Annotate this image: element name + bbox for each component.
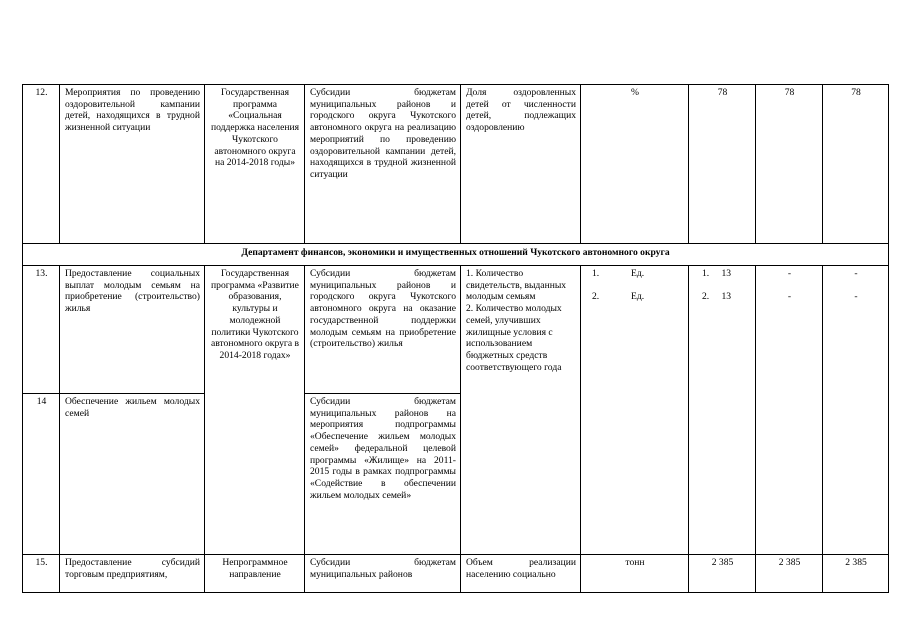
indicator: Объем реализации населению социально [461,555,581,593]
unit: Ед. [631,290,645,302]
value-year-1: 2 385 [689,555,756,593]
value-year-1-list [689,266,756,555]
value-year-3: 78 [823,85,889,244]
table-row [23,266,889,394]
program-name: Государственная программа «Социальная поддержка населения Чукотского автономного округа на 2014-2018 годы» [205,85,305,244]
table-row [23,85,889,244]
value: - [854,290,858,302]
value-number: 1. [702,268,710,279]
row-number: 13. [23,266,60,394]
unit: тонн [581,555,689,593]
value-year-2: 2 385 [756,555,823,593]
value-year-2-list [756,266,823,555]
row-number: 14 [23,394,60,555]
value: 13 [721,268,732,279]
subsidy-description: Субсидии бюджетам муниципальных районов на мероприятия подпрограммы «Обеспечение жильем молодых семей» федеральной целевой программы «Жилище» на 2011-2015 годы в рамках подпрограммы «Содействие в обеспечении жильем молодых семей» [305,394,461,555]
value-year-1: 78 [689,85,756,244]
unit-list [581,266,689,555]
subsidy-description: Субсидии бюджетам муниципальных районов и городского округа Чукотского автономного округа на оказание государственной поддержки молодым семьям на приобретение (строительство) жилья [305,266,461,394]
indicator: Доля оздоровленных детей от численности детей, подлежащих оздоровлению [461,85,581,244]
unit-number: 1. [592,268,600,279]
value-year-3-list [823,266,889,555]
indicator: 1. Количество свидетельств, выданных молодым семьям [466,268,567,303]
row-number: 15. [23,555,60,593]
table-row [23,555,889,593]
value-year-3: 2 385 [823,555,889,593]
indicator: 2. Количество молодых семей, улучивших жилищные условия с использованием бюджетных средств соответствующего года [466,303,562,373]
measure-name: Мероприятия по проведению оздоровительной кампании детей, находящихся в трудной жизненной ситуации [60,85,205,244]
value: - [787,268,792,279]
unit-number: 2. [592,290,600,302]
subsidy-description: Субсидии бюджетам муниципальных районов и городского округа Чукотского автономного округа на реализацию мероприятий по проведению оздоровительной кампании детей, находящихся в трудной жизненной ситуации [305,85,461,244]
section-title: Департамент финансов, экономики и имущественных отношений Чукотского автономного округа [23,244,889,266]
program-name: Государственная программа «Развитие образования, культуры и молодежной политики Чукотского автономного округа в 2014-2018 годах» [205,266,305,555]
data-table [22,84,889,593]
row-number: 12. [23,85,60,244]
section-row [23,244,889,266]
value: - [854,268,858,279]
subsidy-description: Субсидии бюджетам муниципальных районов [305,555,461,593]
measure-name: Предоставление субсидий торговым предприятиям, [60,555,205,593]
measure-name: Обеспечение жильем молодых семей [60,394,205,555]
value: - [787,290,792,302]
value-year-2: 78 [756,85,823,244]
unit: % [581,85,689,244]
measure-name: Предоставление социальных выплат молодым семьям на приобретение (строительство) жилья [60,266,205,394]
unit: Ед. [631,268,645,279]
indicator-list [461,266,581,555]
value-number: 2. [702,290,710,302]
program-name: Непрограммное направление [205,555,305,593]
value: 13 [721,290,732,302]
